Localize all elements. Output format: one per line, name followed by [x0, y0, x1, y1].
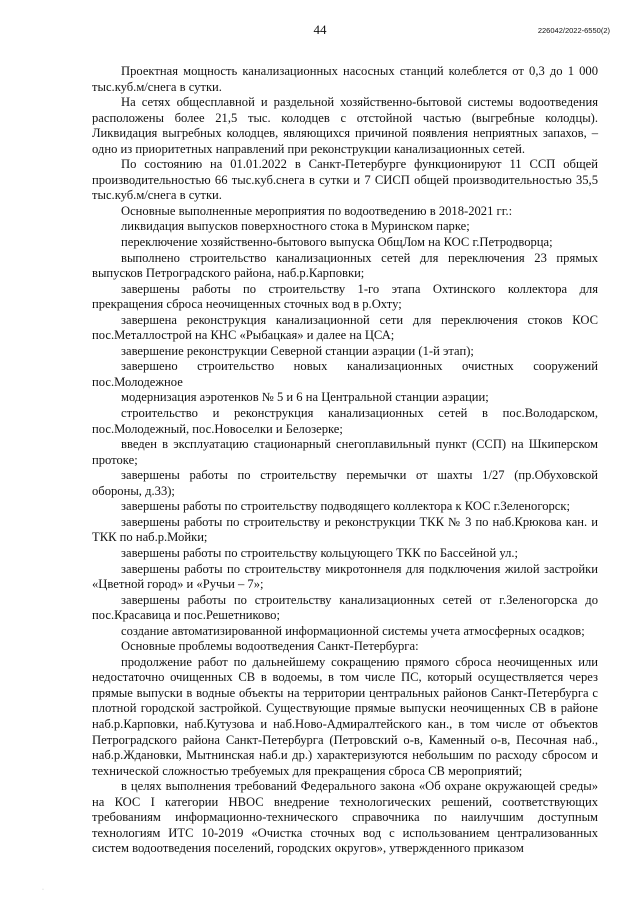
list-item: завершены работы по строительству подводящего коллектора к КОС г.Зеленогорск; — [121, 499, 570, 514]
page-number: 44 — [313, 22, 327, 37]
paragraph: На сетях общесплавной и раздельной хозяйственно-бытовой системы водоотведения расположены более 21,5 тыс. колодцев с отстойной частью (выгребные колодцы). Ликвидация выгребных колодцев, являющихся причиной появления неприятных запахов, – одно из приоритетных направлений при реконструкции канализационных сетей. — [92, 95, 598, 156]
list-item: завершены работы по строительству канализационных сетей от г.Зеленогорска до пос.Красавица и пос.Решетниково; — [92, 592, 598, 623]
document-body — [92, 64, 598, 857]
scan-mark: · — [42, 887, 44, 893]
list-item: строительство и реконструкция канализационных сетей в пос.Володарском, пос.Молодежный, пос.Новоселки и Белозерке; — [92, 406, 598, 436]
list-item: завершены работы по строительству 1-го этапа Охтинского коллектора для прекращения сброса неочищенных сточных вод в р.Охту; — [92, 281, 598, 312]
list-item: в целях выполнения требований Федерального закона «Об охране окружающей среды» на КОС I категории НВОС внедрение технологических решений, соответствующих требованиям информационно-технического справочника по наилучшим доступным технологиям ИТС 10-2019 «Очистка сточных вод с использованием централизованных систем водоотведения поселений, городских округов», утвержденного приказом — [92, 779, 598, 856]
list-item: переключение хозяйственно-бытового выпуска ОбщЛом на КОС г.Петродворца; — [121, 235, 553, 250]
paragraph: Основные выполненные мероприятия по водоотведению в 2018-2021 гг.: — [121, 203, 513, 218]
paragraph: Проектная мощность канализационных насосных станций колеблется от 0,3 до 1 000 тыс.куб.м/снега в сутки. — [92, 64, 598, 94]
list-item: завершена реконструкция канализационной сети для переключения стоков КОС пос.Металлострой на КНС «Рыбацкая» и далее на ЦСА; — [92, 312, 598, 343]
paragraph: По состоянию на 01.01.2022 в Санкт-Петербурге функционируют 11 ССП общей производительностью 66 тыс.куб.снега в сутки и 7 СИСП общей производительностью 35,5 тыс.куб.м/снега в сутки. — [92, 157, 598, 203]
list-item: продолжение работ по дальнейшему сокращению прямого сброса неочищенных или недостаточно очищенных СВ в водоемы, в том числе ПС, который осуществляется через прямые выпуски в водные объекты на территории центральных районов Санкт-Петербурга с плотной городской застройкой. Существующие прямые выпуски неочищенных СВ в районе наб.р.Карповки, наб.Кутузова и наб.Ново-Адмиралтейского кан., в том числе от объектов Петроградского района Санкт-Петербурга (Петровский о-в, Каменный о-в, Песочная наб., наб.р.Ждановки, Мытнинская наб.и др.) характеризуются небольшим по расходу сбросом и технической сложностью требуемых для прекращения сброса СВ мероприятий; — [92, 654, 598, 778]
list-item: завершены работы по строительству кольцующего ТКК по Бассейной ул.; — [121, 545, 519, 560]
list-item: создание автоматизированной информационной системы учета атмосферных осадков; — [121, 623, 585, 638]
list-item: завершены работы по строительству перемычки от шахты 1/27 (пр.Обуховской обороны, д.33); — [92, 468, 598, 498]
list-item: завершено строительство новых канализационных очистных сооружений пос.Молодежное — [92, 359, 598, 389]
paragraph: Основные проблемы водоотведения Санкт-Петербурга: — [121, 639, 419, 654]
list-item: введен в эксплуатацию стационарный снегоплавильный пункт (ССП) на Шкиперском протоке; — [92, 437, 598, 467]
list-item: завершены работы по строительству и реконструкции ТКК № 3 по наб.Крюкова кан. и ТКК по наб.р.Мойки; — [92, 514, 598, 545]
list-item: выполнено строительство канализационных сетей для переключения 23 прямых выпусков Петроградского района, наб.р.Карповки; — [92, 250, 598, 281]
list-item: завершены работы по строительству микротоннеля для подключения жилой застройки «Цветной город» и «Ручьи – 7»; — [92, 561, 598, 592]
list-item: ликвидация выпусков поверхностного стока в Муринском парке; — [121, 219, 470, 234]
document-id: 226042/2022-6550(2) — [537, 26, 610, 35]
list-item: завершение реконструкции Северной станции аэрации (1-й этап); — [121, 343, 474, 358]
list-item: модернизация аэротенков № 5 и 6 на Центральной станции аэрации; — [121, 390, 489, 405]
